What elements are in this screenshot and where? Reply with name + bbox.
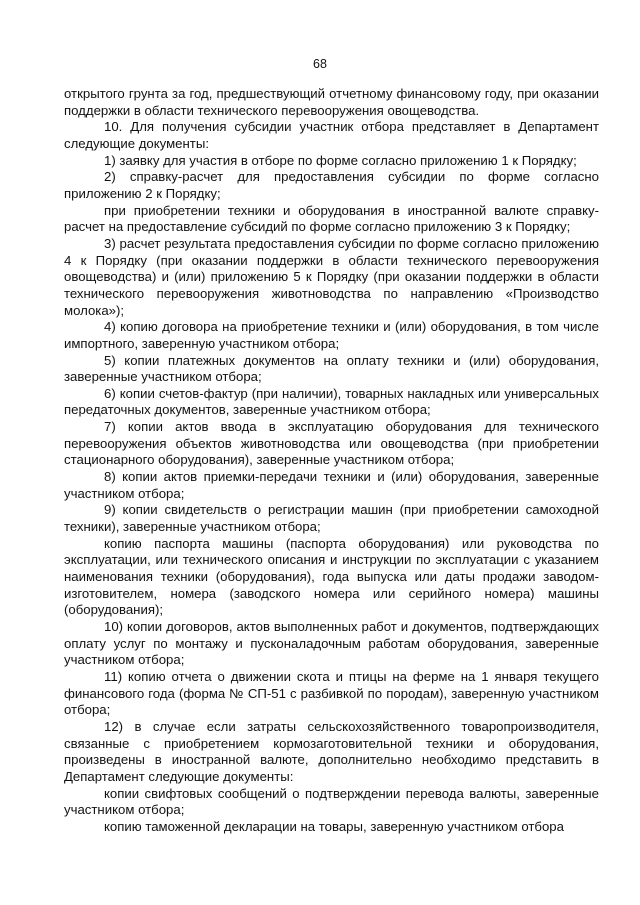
list-item: 7) копии актов ввода в эксплуатацию оборудования для технического перевооружения объектов животноводства или овощеводства (при приобретении стационарного оборудования), заверенные участником отбора; <box>64 419 599 468</box>
list-item: 4) копию договора на приобретение техники и (или) оборудования, в том числе импортного, заверенную участником отбора; <box>64 319 599 351</box>
document-body <box>64 86 599 836</box>
list-item: 1) заявку для участия в отборе по форме согласно приложению 1 к Порядку; <box>104 152 577 168</box>
list-item: 12) в случае если затраты сельскохозяйственного товаропроизводителя, связанные с приобретением кормозаготовительной техники и оборудования, произведены в иностранной валюте, дополнительно необходимо представить в Департамент следующие документы: <box>64 718 599 784</box>
paragraph: при приобретении техники и оборудования в иностранной валюте справку-расчет на предоставление субсидий по форме согласно приложению 3 к Порядку; <box>64 202 599 235</box>
list-item: 8) копии актов приемки-передачи техники и (или) оборудования, заверенные участником отбора; <box>64 469 599 501</box>
list-item: 11) копию отчета о движении скота и птицы на ферме на 1 января текущего финансового года (форма № СП-51 с разбивкой по породам), заверенную участником отбора; <box>64 668 599 718</box>
list-item: 10) копии договоров, актов выполненных работ и документов, подтверждающих оплату услуг по монтажу и пусконаладочным работам оборудования, заверенные участником отбора; <box>64 619 599 668</box>
paragraph: копии свифтовых сообщений о подтверждении перевода валюты, заверенные участником отбора; <box>64 785 599 818</box>
list-item: 5) копии платежных документов на оплату техники и (или) оборудования, заверенные участником отбора; <box>64 352 599 385</box>
page-number: 68 <box>313 57 327 71</box>
list-item: 9) копии свидетельств о регистрации машин (при приобретении самоходной техники), заверенные участником отбора; <box>64 502 599 535</box>
list-item: 6) копии счетов-фактур (при наличии), товарных накладных или универсальных передаточных документов, заверенные участником отбора; <box>64 385 599 418</box>
paragraph: копию паспорта машины (паспорта оборудования) или руководства по эксплуатации, или технического описания и инструкции по эксплуатации с указанием наименования техники (оборудования), года выпуска или даты продажи заводом-изготовителем, номера (заводского номера или серийного номера) машины (оборудования); <box>64 535 599 618</box>
paragraph: копию таможенной декларации на товары, заверенную участником отбора <box>104 818 564 834</box>
list-item: 3) расчет результата предоставления субсидии по форме согласно приложению 4 к Порядку (при оказании поддержки в области технического перевооружения овощеводства) и (или) приложению 5 к Порядку (при оказании поддержки в области технического перевооружения животноводства по направлению «Производство молока»); <box>64 235 599 318</box>
list-item: 2) справку-расчет для предоставления субсидии по форме согласно приложению 2 к Порядку; <box>64 169 599 201</box>
paragraph: открытого грунта за год, предшествующий отчетному финансовому году, при оказании поддержки в области технического перевооружения овощеводства. <box>64 86 599 118</box>
paragraph: 10. Для получения субсидии участник отбора представляет в Департамент следующие документы: <box>64 119 599 151</box>
